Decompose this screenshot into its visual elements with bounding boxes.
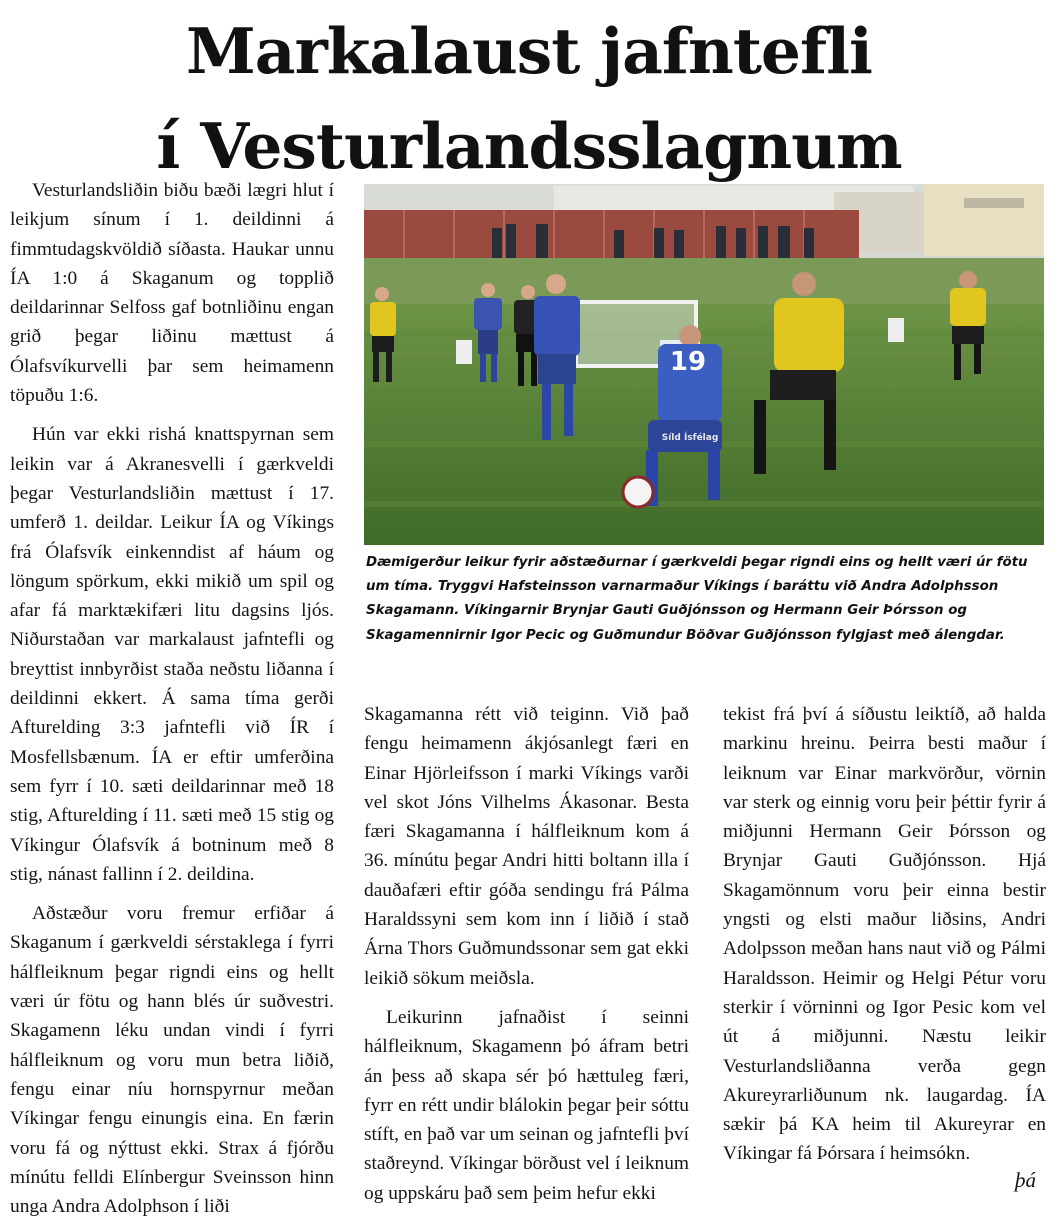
article-headline: [0, 4, 1058, 193]
paragraph: tekist frá því á síðustu leiktíð, að halda markinu hreinu. Þeirra besti maður í leiknum var Einar markvörður, vörnin var sterk og einnig voru þeir þéttir fyrir á miðjunni Hermann Geir Þórsson og Brynjar Gauti Guðjónsson. Hjá Skagamönnum voru þeir einna bestir yngsti og elsti maður liðsins, Andri Adolpsson meðan hans naut við og Pálmi Haraldsson. Heimir og Helgi Pétur voru sterkir í vörninni og Igor Pesic kom vel út á miðjunni. Næstu leikir Vesturlandsliðanna verða gegn Akureyrarliðunum nk. laugardag. ÍA sækir þá KA heim til Akureyrar en Víkingar fá Þórsara í heimsókn.: [723, 704, 1046, 1165]
paragraph: Leikurinn jafnaðist í seinni hálfleiknum, Skagamenn þó áfram betri án þess að skapa sér þó hættuleg færi, fyrr en rétt undir blálokin þegar þeir sóttu stíft, en það var um seinan og jafntefli því staðreynd. Víkingar börðust vel í leiknum og uppskáru það sem þeim hefur ekki: [364, 1006, 689, 1204]
jersey-number: 19: [669, 347, 707, 377]
headline-line-2: í Vesturlandsslagnum: [156, 108, 902, 183]
article-column-2: [364, 700, 689, 1208]
match-photo: [364, 184, 1044, 545]
paragraph: Vesturlandsliðin biðu bæði lægri hlut í leikjum sínum í 1. deildinni á fimmtudagskvöldið síðasta. Haukar unnu ÍA 1:0 á Skaganum og topplið deildarinnar Selfoss gaf botnliðinu engan grið þegar liðinu mættust á Ólafsvíkurvelli þar sem heimamenn töpuðu 1:6.: [10, 180, 334, 407]
paragraph: Skagamanna rétt við teiginn. Við það fengu heimamenn ákjósanlegt færi en Einar Hjörleifsson í marki Víkings varði vel skot Jóns Vilhelms Ákasonar. Besta færi Skagamanna í hálfleiknum kom á 36. mínútu þegar Andri hitti boltann illa í dauðafæri eftir góða sendingu frá Pálma Haraldssyni sem kom inn í liðið í stað Árna Thors Guðmundssonar sem gat ekki leikið sökum meiðsla.: [364, 704, 689, 989]
paragraph: Hún var ekki rishá knattspyrnan sem leikin var á Akranesvelli í gærkveldi þegar Vesturlandsliðin mættust í 17. umferð 1. deildar. Leikur ÍA og Víkings frá Ólafsvík einkenndist af háum og löngum spörkum, ekki mikið um spil og afar fá marktækifæri litu dagsins ljós. Niðurstaðan var markalaust jafntefli og breyttist innbyrðist staða neðstu liðanna í deildinni ekkert. Á sama tíma gerði Afturelding 3:3 jafntefli við ÍR í Mosfellsbænum. ÍA er eftir umferðina sem fyrr í 10. sæti deildarinnar með 18 stig, Afturelding í 11. sæti með 15 stig og Víkingur Ólafsvík á botninum með 8 stig, nánast fallinn í 2. deildina.: [10, 424, 334, 885]
paragraph: Aðstæður voru fremur erfiðar á Skaganum í gærkveldi sérstaklega í fyrri hálfleiknum þegar rigndi eins og hellt væri úr fötu og hann blés úr suðvestri. Skagamenn léku undan vindi í fyrri hálfleiknum og voru mun betra liðið, fengu einar níu hornspyrnur meðan Víkingar fengu einungis eina. En færin voru fá og nýttust ekki. Strax á fjórðu mínútu felldi Elínbergur Sveinsson hinn unga Andra Adolphson í liði: [10, 903, 334, 1218]
photo-caption: Dæmigerður leikur fyrir aðstæðurnar í gærkveldi þegar rigndi eins og hellt væri úr fötu um tíma. Tryggvi Hafsteinsson varnarmaður Víkings í baráttu við Andra Adolphsson Skagamann. Víkingarnir Brynjar Gauti Guðjónsson og Hermann Geir Þórsson og Skagamennirnir Igor Pecic og Guðmundur Böðvar Guðjónsson fylgjast með álengdar.: [366, 555, 1028, 643]
headline-line-1: Markalaust jafntefli: [186, 14, 872, 88]
article-column-3: [723, 700, 1046, 1169]
article-column-1: [10, 176, 334, 1221]
author-byline: þá: [1015, 1168, 1036, 1192]
shorts-sponsor: Síld Ísfélag: [661, 433, 719, 443]
